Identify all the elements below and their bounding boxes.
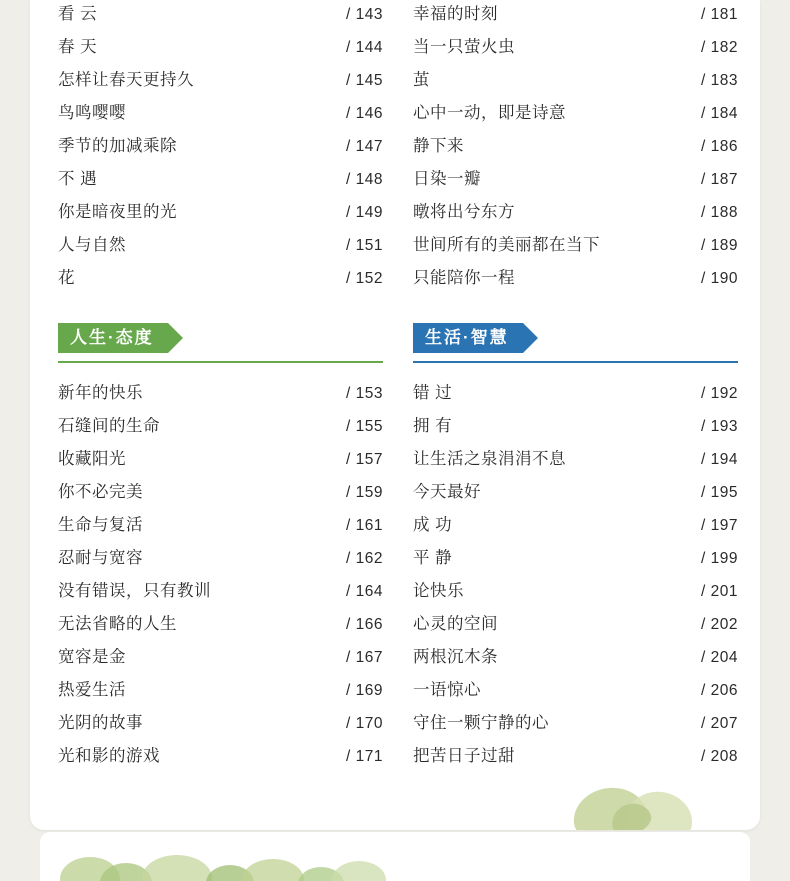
toc-entry[interactable] <box>413 742 738 775</box>
toc-entry[interactable] <box>58 742 383 775</box>
toc-entry[interactable] <box>413 0 738 33</box>
toc-entry-title: 新年的快乐 <box>58 384 143 402</box>
toc-entry-title: 一语惊心 <box>413 681 481 699</box>
toc-entry-page: / 204 <box>701 649 738 666</box>
toc-entry-title: 幸福的时刻 <box>413 5 498 23</box>
toc-entry[interactable] <box>413 544 738 577</box>
next-page-edge <box>40 832 750 881</box>
toc-entry-page: / 199 <box>701 550 738 567</box>
toc-top-columns <box>58 0 738 297</box>
toc-entry-page: / 148 <box>346 171 383 188</box>
toc-entry-title: 不 遇 <box>58 170 98 188</box>
toc-entry-title: 让生活之泉涓涓不息 <box>413 450 566 468</box>
toc-entry-title: 成 功 <box>413 516 453 534</box>
toc-entry-page: / 181 <box>701 6 738 23</box>
leaf-icon <box>623 787 696 830</box>
toc-entry-page: / 162 <box>346 550 383 567</box>
toc-entry[interactable] <box>413 445 738 478</box>
toc-entry-page: / 161 <box>346 517 383 534</box>
toc-entry-title: 心中一动，即是诗意 <box>413 104 566 122</box>
toc-entry-title: 春 天 <box>58 38 98 56</box>
leaf-icon <box>570 783 651 830</box>
toc-entry[interactable] <box>58 544 383 577</box>
toc-entry-title: 守住一颗宁静的心 <box>413 714 549 732</box>
toc-entry[interactable] <box>58 610 383 643</box>
toc-entry-page: / 189 <box>701 237 738 254</box>
toc-entry[interactable] <box>58 676 383 709</box>
toc-top-right-column <box>413 0 738 297</box>
toc-entry-page: / 193 <box>701 418 738 435</box>
toc-entry-page: / 188 <box>701 204 738 221</box>
toc-entry-page: / 167 <box>346 649 383 666</box>
toc-entry-page: / 143 <box>346 6 383 23</box>
section-title-label: 人生·态度 <box>58 323 168 353</box>
toc-section-columns <box>58 297 738 775</box>
toc-entry-title: 生命与复活 <box>58 516 143 534</box>
toc-entry-title: 当一只萤火虫 <box>413 38 515 56</box>
toc-entry-title: 你不必完美 <box>58 483 143 501</box>
toc-right-list <box>413 379 738 775</box>
toc-entry[interactable] <box>58 709 383 742</box>
toc-entry[interactable] <box>413 99 738 132</box>
toc-entry-title: 无法省略的人生 <box>58 615 177 633</box>
toc-entry-title: 静下来 <box>413 137 464 155</box>
toc-entry-title: 把苦日子过甜 <box>413 747 515 765</box>
toc-entry[interactable] <box>58 99 383 132</box>
toc-entry-title: 看 云 <box>58 5 98 23</box>
toc-entry-page: / 153 <box>346 385 383 402</box>
toc-entry[interactable] <box>413 379 738 412</box>
toc-entry-title: 茧 <box>413 71 430 89</box>
toc-entry-title: 两根沉木条 <box>413 648 498 666</box>
toc-right-section <box>413 297 738 775</box>
toc-entry[interactable] <box>58 511 383 544</box>
toc-entry[interactable] <box>413 709 738 742</box>
toc-entry-title: 花 <box>58 269 75 287</box>
toc-entry-page: / 182 <box>701 39 738 56</box>
toc-content <box>58 0 738 775</box>
leaf-icon <box>142 855 212 881</box>
leaf-icon <box>332 861 386 881</box>
toc-entry-title: 今天最好 <box>413 483 481 501</box>
toc-entry-page: / 202 <box>701 616 738 633</box>
toc-entry-page: / 207 <box>701 715 738 732</box>
toc-top-left-column <box>58 0 383 297</box>
toc-entry[interactable] <box>413 577 738 610</box>
section-title-label: 生活·智慧 <box>413 323 523 353</box>
toc-entry[interactable] <box>58 132 383 165</box>
toc-entry-title: 只能陪你一程 <box>413 269 515 287</box>
section-rule <box>413 361 738 363</box>
toc-entry[interactable] <box>413 66 738 99</box>
toc-entry-page: / 187 <box>701 171 738 188</box>
toc-entry-page: / 184 <box>701 105 738 122</box>
toc-entry[interactable] <box>413 511 738 544</box>
toc-entry[interactable] <box>58 412 383 445</box>
toc-entry-title: 论快乐 <box>413 582 464 600</box>
toc-entry-page: / 147 <box>346 138 383 155</box>
toc-left-section <box>58 297 383 775</box>
toc-entry-title: 你是暗夜里的光 <box>58 203 177 221</box>
toc-entry-title: 热爱生活 <box>58 681 126 699</box>
leaf-icon <box>607 798 655 830</box>
toc-entry-title: 日染一瓣 <box>413 170 481 188</box>
toc-entry-title: 怎样让春天更持久 <box>58 71 194 89</box>
toc-entry-page: / 164 <box>346 583 383 600</box>
toc-entry[interactable] <box>413 676 738 709</box>
toc-entry[interactable] <box>58 33 383 66</box>
section-header-life-attitude <box>58 323 383 369</box>
toc-entry-page: / 186 <box>701 138 738 155</box>
toc-entry-title: 拥 有 <box>413 417 453 435</box>
toc-entry-title: 暾将出兮东方 <box>413 203 515 221</box>
toc-entry-title: 宽容是金 <box>58 648 126 666</box>
toc-entry-page: / 144 <box>346 39 383 56</box>
toc-entry[interactable] <box>58 0 383 33</box>
toc-entry[interactable] <box>413 643 738 676</box>
toc-entry[interactable] <box>413 264 738 297</box>
toc-entry-page: / 151 <box>346 237 383 254</box>
toc-entry[interactable] <box>58 198 383 231</box>
leaf-decoration <box>565 770 715 830</box>
toc-entry[interactable] <box>413 610 738 643</box>
toc-entry-title: 错 过 <box>413 384 453 402</box>
section-header-life-wisdom <box>413 323 738 369</box>
toc-entry[interactable] <box>58 478 383 511</box>
toc-entry-page: / 183 <box>701 72 738 89</box>
toc-entry-page: / 192 <box>701 385 738 402</box>
toc-entry[interactable] <box>58 165 383 198</box>
toc-entry-page: / 166 <box>346 616 383 633</box>
toc-entry-page: / 152 <box>346 270 383 287</box>
toc-entry-page: / 190 <box>701 270 738 287</box>
toc-entry-title: 人与自然 <box>58 236 126 254</box>
toc-entry[interactable] <box>413 478 738 511</box>
toc-entry-title: 光和影的游戏 <box>58 747 160 765</box>
toc-entry[interactable] <box>413 231 738 264</box>
toc-entry[interactable] <box>413 165 738 198</box>
toc-entry-page: / 155 <box>346 418 383 435</box>
toc-entry-title: 光阴的故事 <box>58 714 143 732</box>
toc-entry[interactable] <box>58 379 383 412</box>
toc-entry-page: / 201 <box>701 583 738 600</box>
toc-entry[interactable] <box>413 132 738 165</box>
section-rule <box>58 361 383 363</box>
toc-entry-page: / 197 <box>701 517 738 534</box>
toc-entry[interactable] <box>413 33 738 66</box>
toc-entry-page: / 169 <box>346 682 383 699</box>
toc-left-list <box>58 379 383 775</box>
toc-entry-title: 季节的加减乘除 <box>58 137 177 155</box>
toc-entry[interactable] <box>58 643 383 676</box>
toc-entry-page: / 194 <box>701 451 738 468</box>
toc-entry[interactable] <box>58 264 383 297</box>
toc-entry-page: / 159 <box>346 484 383 501</box>
toc-entry-page: / 145 <box>346 72 383 89</box>
toc-entry-page: / 146 <box>346 105 383 122</box>
toc-entry[interactable] <box>413 198 738 231</box>
foliage-decoration <box>60 841 390 881</box>
toc-entry-page: / 171 <box>346 748 383 765</box>
toc-entry[interactable] <box>58 445 383 478</box>
toc-entry-page: / 157 <box>346 451 383 468</box>
toc-entry[interactable] <box>58 66 383 99</box>
toc-entry-title: 没有错误，只有教训 <box>58 582 211 600</box>
toc-entry-title: 石缝间的生命 <box>58 417 160 435</box>
toc-page <box>30 0 760 830</box>
toc-entry-page: / 208 <box>701 748 738 765</box>
toc-entry[interactable] <box>58 577 383 610</box>
toc-entry-title: 心灵的空间 <box>413 615 498 633</box>
toc-entry[interactable] <box>58 231 383 264</box>
toc-entry-title: 忍耐与宽容 <box>58 549 143 567</box>
toc-entry-page: / 170 <box>346 715 383 732</box>
leaf-icon <box>242 859 304 881</box>
toc-entry-title: 收藏阳光 <box>58 450 126 468</box>
toc-entry-title: 世间所有的美丽都在当下 <box>413 236 600 254</box>
toc-entry-page: / 206 <box>701 682 738 699</box>
toc-entry[interactable] <box>413 412 738 445</box>
toc-entry-page: / 195 <box>701 484 738 501</box>
toc-entry-title: 平 静 <box>413 549 453 567</box>
toc-entry-title: 鸟鸣嘤嘤 <box>58 104 126 122</box>
toc-entry-page: / 149 <box>346 204 383 221</box>
